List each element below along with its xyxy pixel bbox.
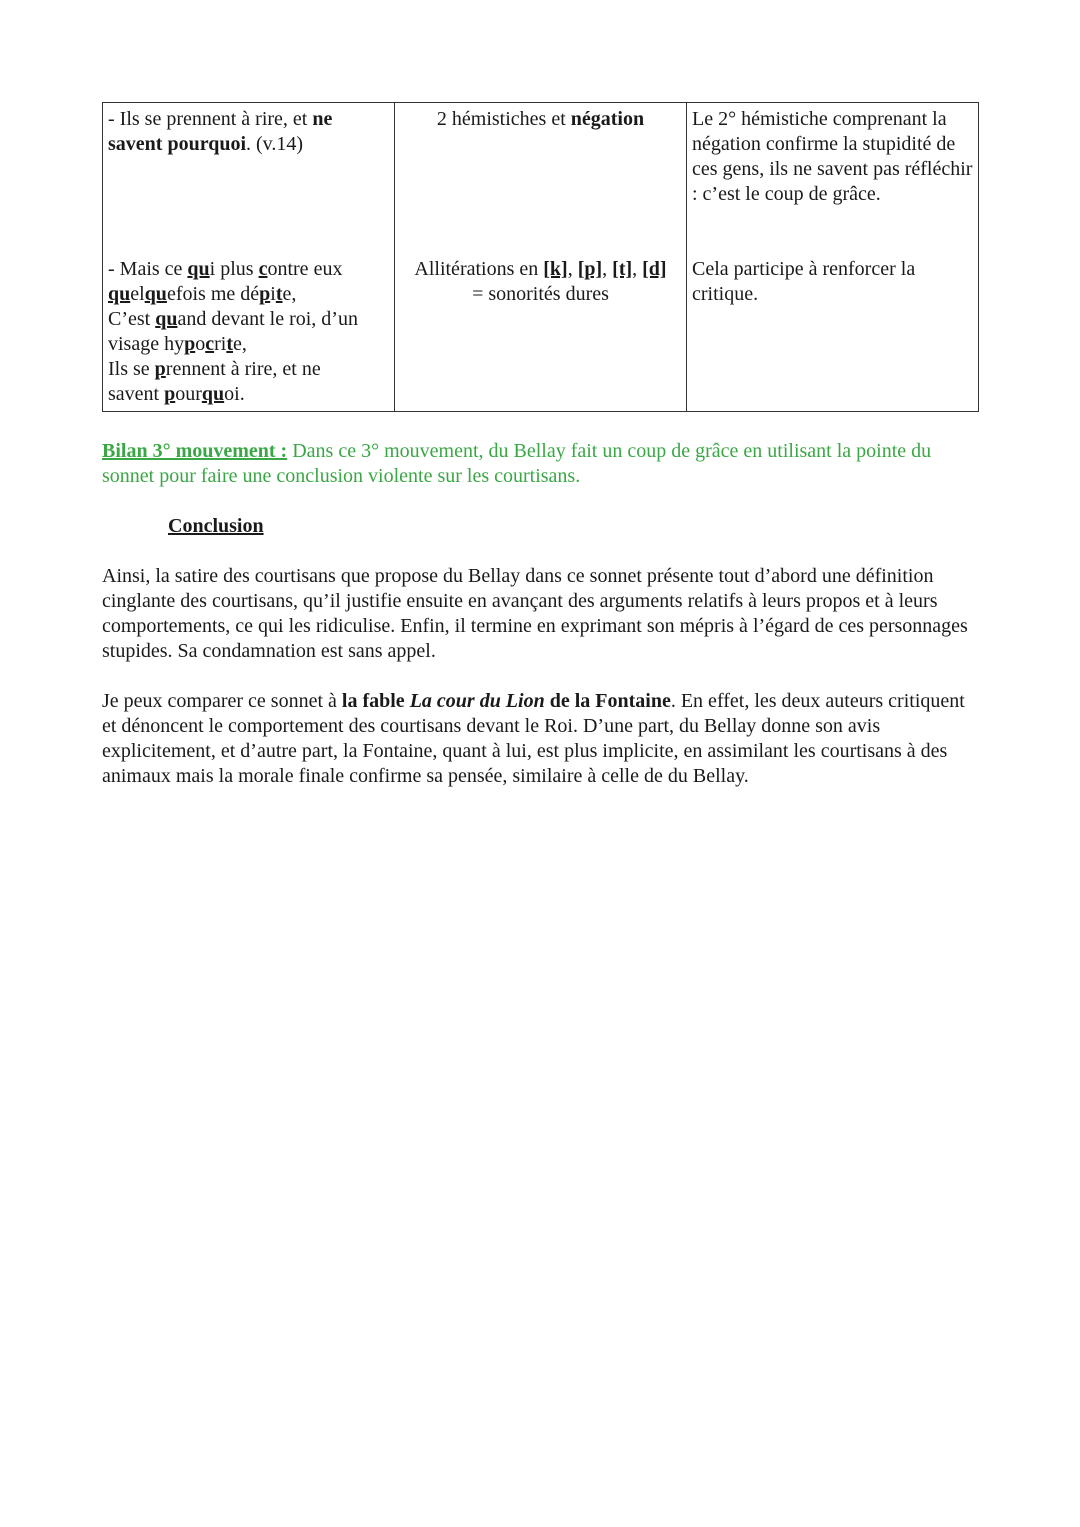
verse-line: - Mais ce qui plus contre eux [108, 258, 343, 280]
comparison-paragraph: Je peux comparer ce sonnet à la fable La cour du Lion de la Fontaine. En effet, les deux auteurs critiquent et dénoncent le comportement des courtisans devant le Roi. D’une part, du Bellay donne son avis explicitement, et d’autre part, la Fontaine, quant à lui, est plus implicite, en assimilant les courtisans à des animaux mais la morale finale confirme sa pensée, similaire à celle de du Bellay. [102, 690, 965, 787]
table-row [103, 253, 979, 412]
verse-line: visage hypocrite, [108, 333, 247, 355]
bilan-paragraph: Bilan 3° mouvement : Dans ce 3° mouvement, du Bellay fait un coup de grâce en utilisant la pointe du sonnet pour faire une conclusion violente sur les courtisans. [102, 440, 932, 487]
interpretation-cell: Cela participe à renforcer la critique. [687, 253, 979, 412]
verse-line: Ils se prennent à rire, et ne [108, 358, 321, 380]
bilan-label: Bilan 3° mouvement : [102, 440, 288, 462]
verse-line: savent pourquoi. [108, 383, 245, 405]
figure-cell: Allitérations en [k], [p], [t], [d] = sonorités dures [395, 253, 687, 412]
quote-cell: - Ils se prennent à rire, et ne savent pourquoi. (v.14) [103, 103, 395, 254]
conclusion-heading: Conclusion [168, 515, 264, 537]
analysis-table [102, 102, 979, 412]
quote-cell [103, 253, 395, 412]
interpretation-cell: Le 2° hémistiche comprenant la négation confirme la stupidité de ces gens, ils ne savent pas réfléchir : c’est le coup de grâce. [687, 103, 979, 254]
verse-line: C’est quand devant le roi, d’un [108, 308, 358, 330]
conclusion-paragraph: Ainsi, la satire des courtisans que propose du Bellay dans ce sonnet présente tout d’abord une définition cinglante des courtisans, qu’il justifie ensuite en avançant des arguments relatifs à leurs propos et à leurs comportements, ce qui les ridiculise. Enfin, il termine en exprimant son mépris à l’égard de ces personnages stupides. Sa condamnation est sans appel. [102, 565, 968, 662]
verse-line: quelquefois me dépite, [108, 283, 297, 305]
table-row [103, 103, 979, 254]
figure-cell: 2 hémistiches et négation [395, 103, 687, 254]
